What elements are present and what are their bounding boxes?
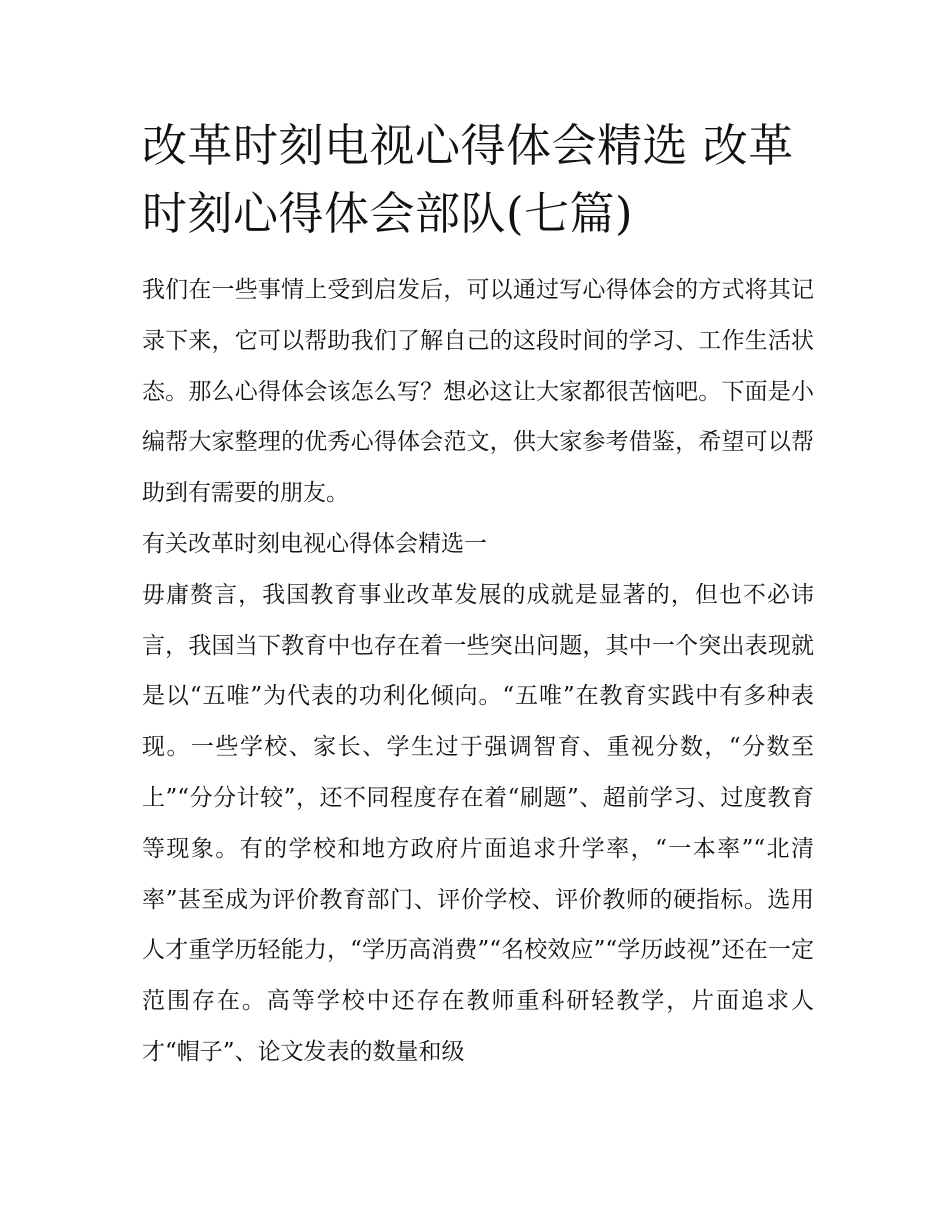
document-page [142,112,814,1078]
body-paragraph: 毋庸赘言，我国教育事业改革发展的成就是显著的，但也不必讳言，我国当下教育中也存在着一些突出问题，其中一个突出表现就是以“五唯”为代表的功利化倾向。“五唯”在教育实践中有多种表现。一些学校、家长、学生过于强调智育、重视分数，“分数至上”“分分计较”，还不同程度存在着“刷题”、超前学习、过度教育等现象。有的学校和地方政府片面追求升学率，“一本率”“北清率”甚至成为评价教育部门、评价学校、评价教师的硬指标。选用人才重学历轻能力，“学历高消费”“名校效应”“学历歧视”还在一定范围存在。高等学校中还存在教师重科研轻教学，片面追求人才“帽子”、论文发表的数量和级 [142,581,814,1065]
intro-paragraph: 我们在一些事情上受到启发后，可以通过写心得体会的方式将其记录下来，它可以帮助我们了解自己的这段时间的学习、工作生活状态。那么心得体会该怎么写？想必这让大家都很苦恼吧。下面是小编帮大家整理的优秀心得体会范文，供大家参考借鉴，希望可以帮助到有需要的朋友。 [142,277,814,507]
section-heading: 有关改革时刻电视心得体会精选一 [142,530,487,557]
document-title: 改革时刻电视心得体会精选 改革时刻心得体会部队(七篇) [142,119,794,240]
